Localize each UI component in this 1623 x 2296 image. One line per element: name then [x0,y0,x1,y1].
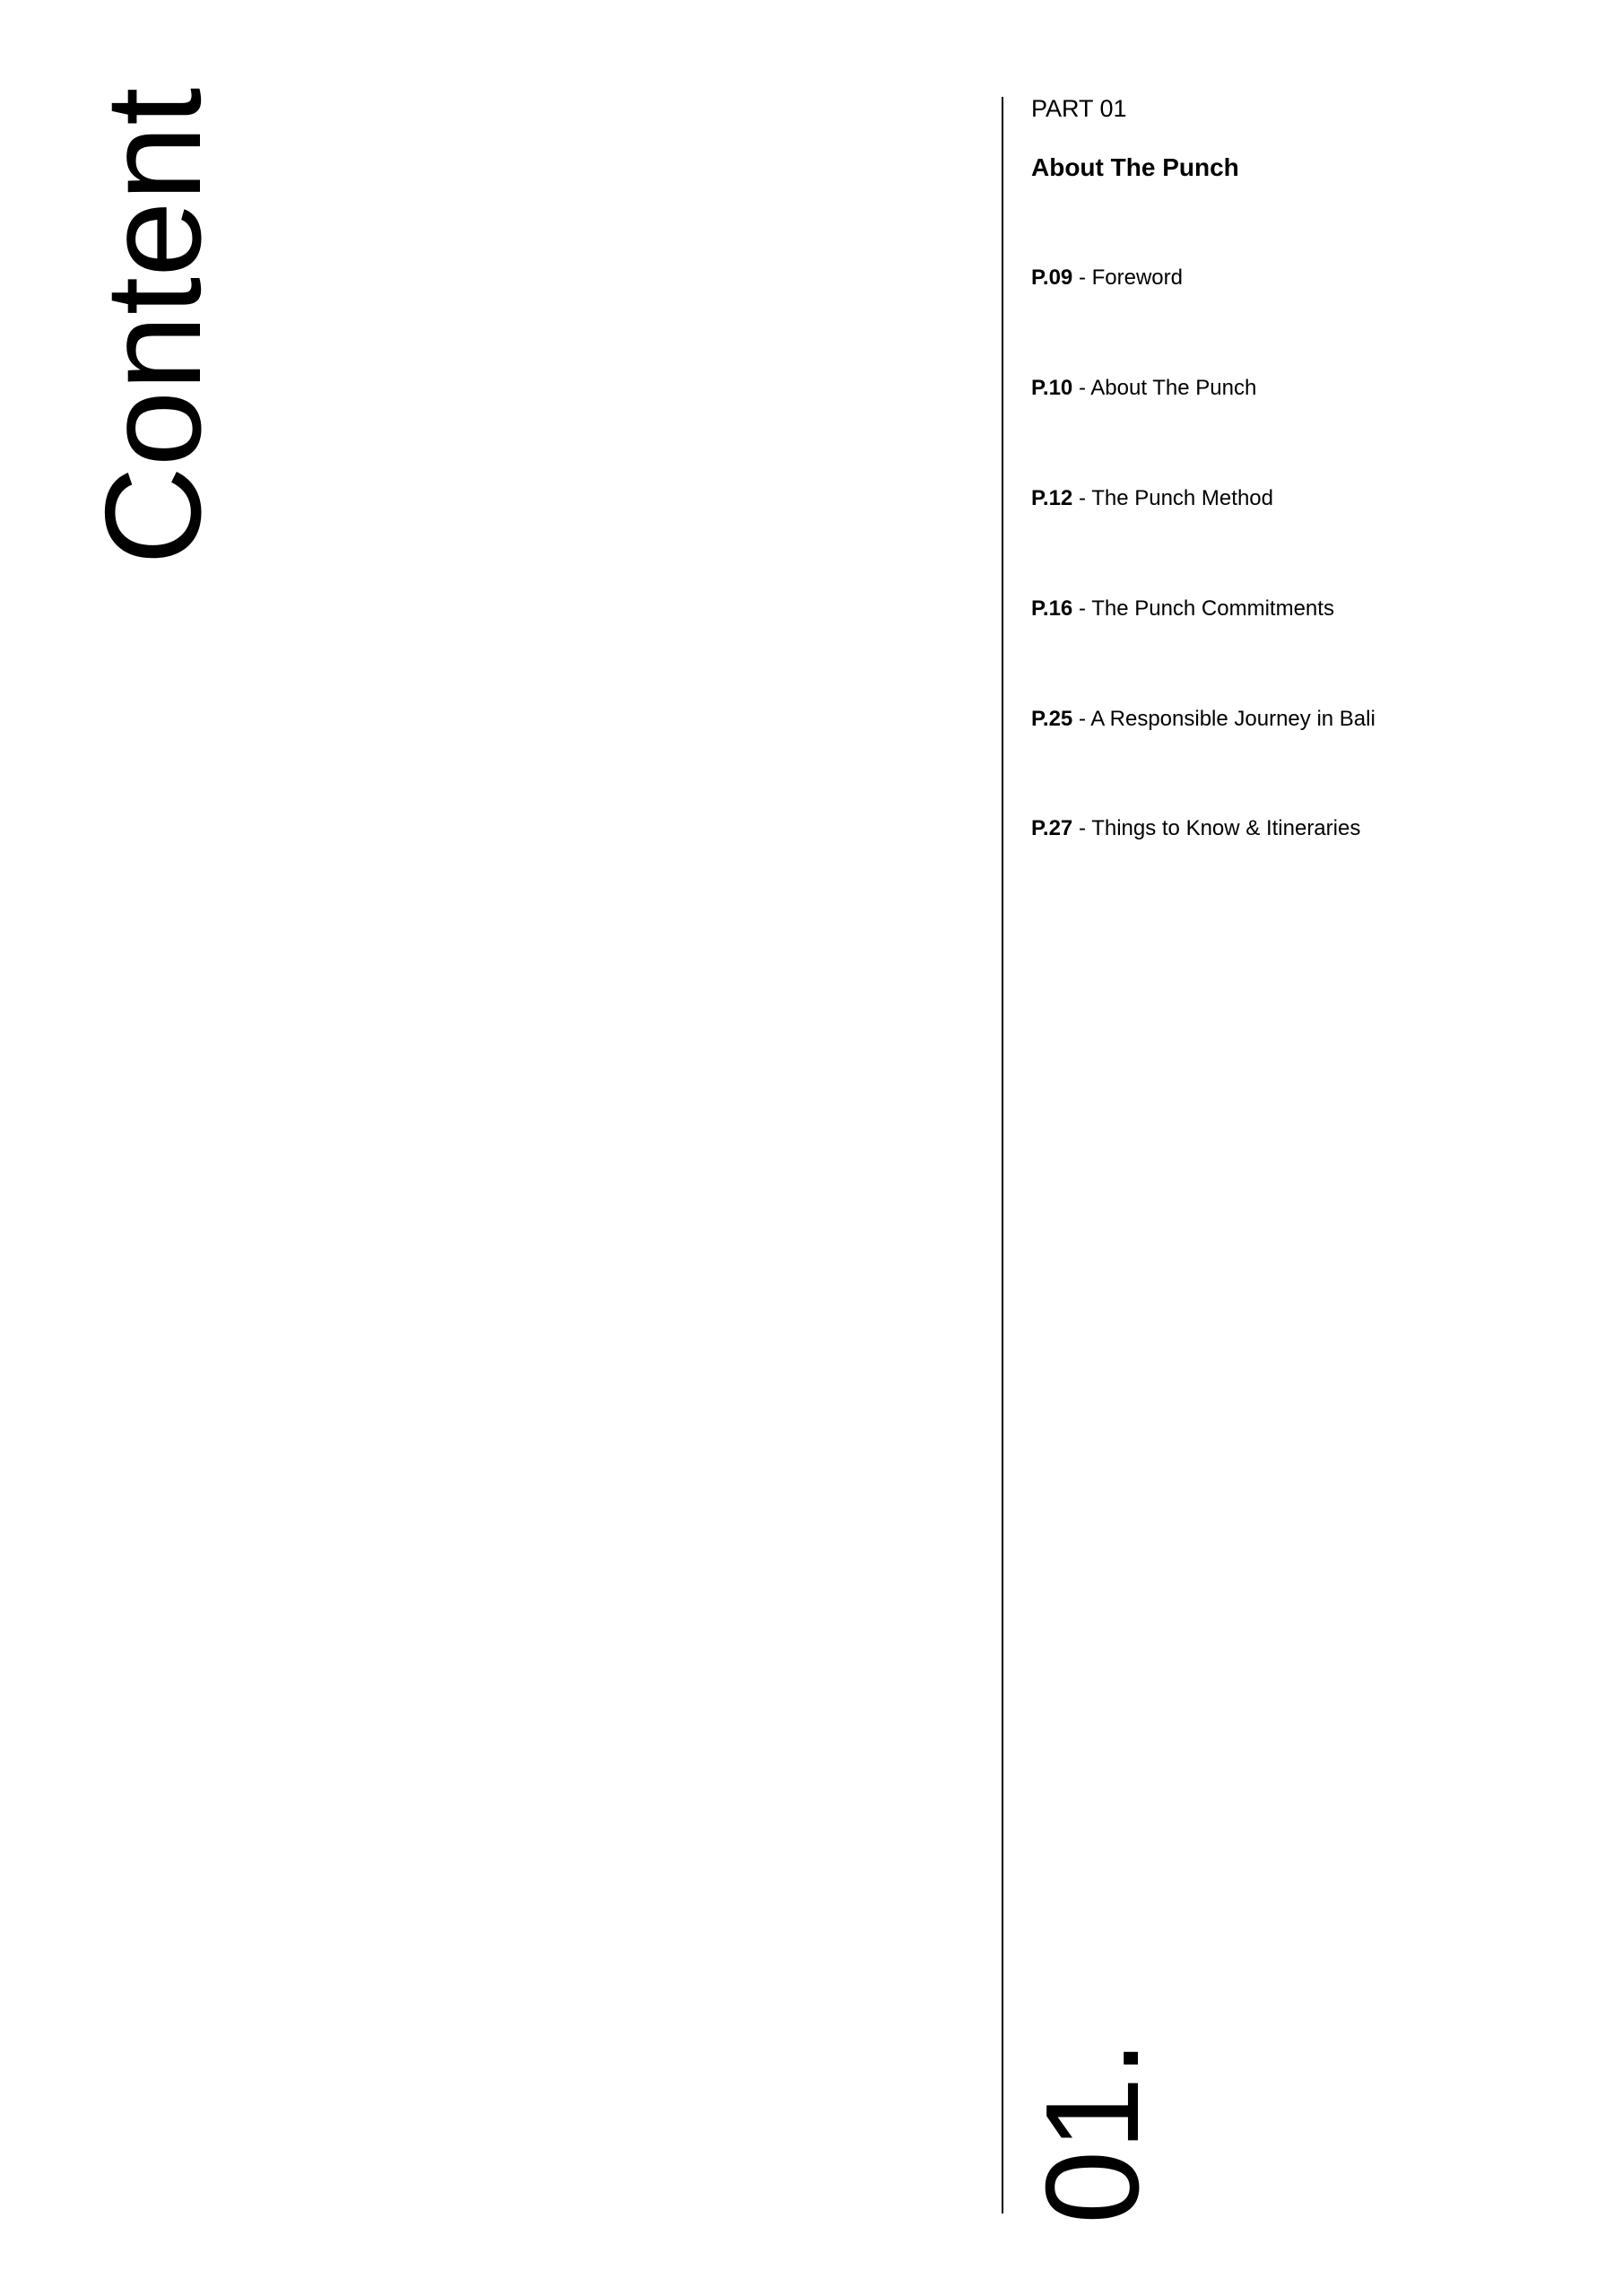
toc-entry-title: A Responsible Journey in Bali [1090,707,1376,731]
section-number [1019,2027,1167,2224]
toc-entry-foreword[interactable] [1031,265,1183,291]
toc-page-ref: P.12 [1031,486,1073,510]
section-number-text: 01. [1019,2039,1167,2224]
toc-page-ref: P.16 [1031,596,1073,621]
toc-separator: - [1072,486,1092,510]
toc-entry-title: Foreword [1091,265,1183,290]
part-label: PART 01 [1031,95,1127,122]
toc-page-ref: P.25 [1031,707,1073,731]
toc-entry-title: About The Punch [1090,376,1257,400]
toc-entry-things-to-know[interactable] [1031,815,1360,842]
toc-entry-title: The Punch Method [1091,486,1273,510]
toc-page-ref: P.09 [1031,265,1073,290]
vertical-divider [1002,97,1003,2213]
toc-entry-the-punch-method[interactable] [1031,485,1273,512]
toc-separator: - [1072,707,1091,731]
page-title [77,87,230,565]
toc-entry-responsible-journey[interactable] [1031,706,1376,733]
toc-separator: - [1072,596,1092,621]
part-title: About The Punch [1031,153,1239,181]
toc-entry-title: The Punch Commitments [1091,596,1334,621]
toc-separator: - [1072,265,1092,290]
toc-separator: - [1072,816,1092,840]
toc-page-ref: P.27 [1031,816,1073,840]
toc-entry-about-the-punch[interactable] [1031,375,1256,402]
toc-entry-title: Things to Know & Itineraries [1091,816,1361,840]
page-title-text: Content [77,87,230,565]
toc-page-ref: P.10 [1031,376,1073,400]
toc-separator: - [1072,376,1091,400]
toc-entry-the-punch-commitments[interactable] [1031,596,1334,622]
